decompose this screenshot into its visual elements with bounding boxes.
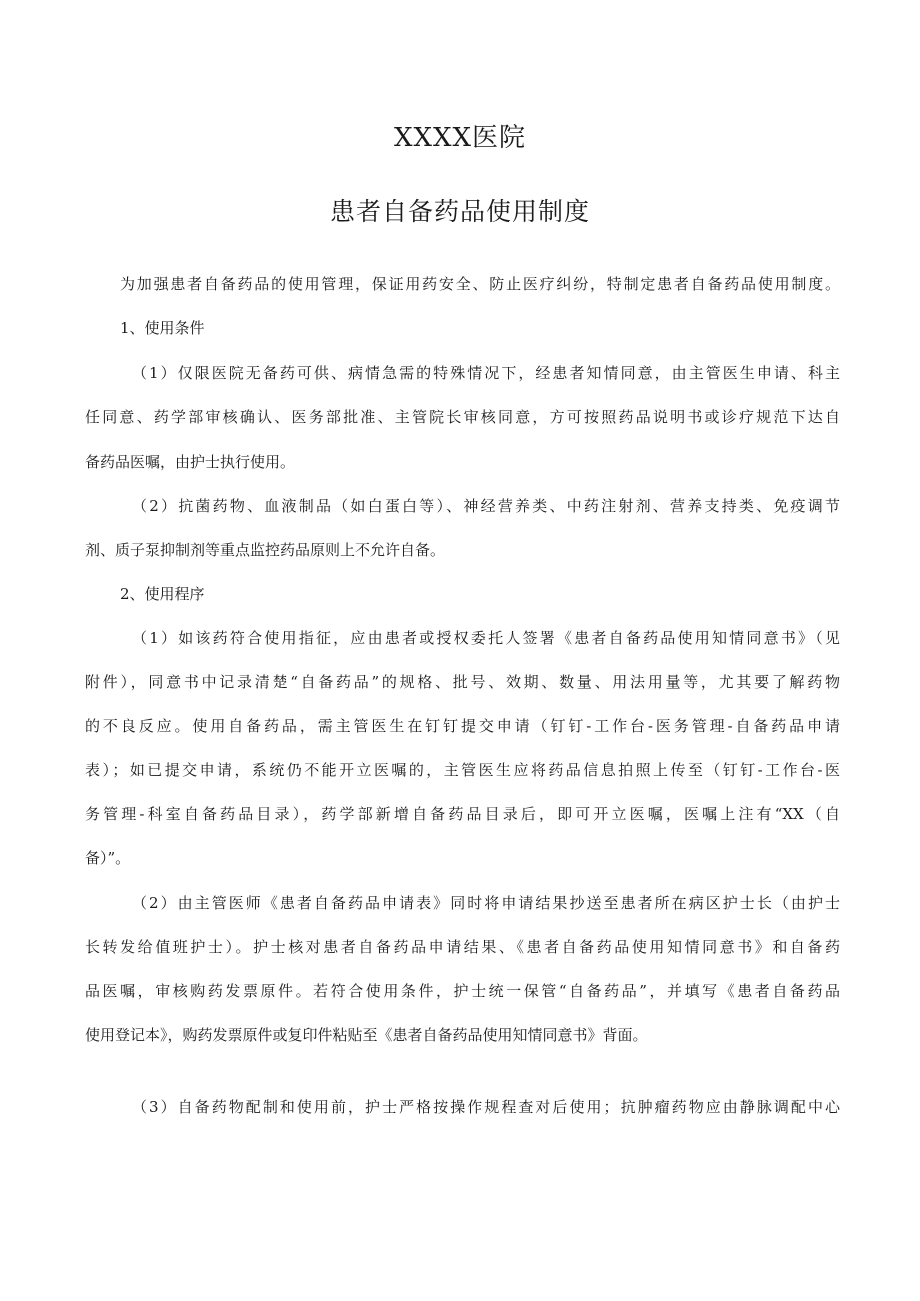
hospital-name: XXXX医院 — [393, 123, 527, 153]
section-2-para-2-line-4: 使用登记本》，购药发票原件或复印件粘贴至《患者自备药品使用知情同意书》背面。 — [85, 1026, 648, 1044]
section-2-para-1-line-5: 务管理-科室自备药品目录），药学部新增自备药品目录后，即可开立医嘱，医嘱上注有“XX（自 — [85, 805, 840, 823]
section-2-para-2-line-1: （2）由主管医师《患者自备药品申请表》同时将申请结果抄送至患者所在病区护士长（由护士 — [132, 894, 840, 912]
section-1-para-1-line-3: 备药品医嘱，由护士执行使用。 — [85, 453, 296, 471]
section-2-para-3-line-1: （3）自备药物配制和使用前，护士严格按操作规程查对后使用；抗肿瘤药物应由静脉调配中心 — [132, 1098, 840, 1116]
section-2-para-1-line-1: （1）如该药符合使用指征，应由患者或授权委托人签署《患者自备药品使用知情同意书》（见 — [132, 629, 840, 647]
section-2-para-1-line-4: 表）；如已提交申请，系统仍不能开立医嘱的，主管医生应将药品信息拍照上传至（钉钉-工作台-医 — [85, 761, 840, 779]
section-1-heading: 1、使用条件 — [120, 319, 205, 337]
section-2-para-1-line-6: 备）”。 — [85, 849, 131, 867]
document-title: 患者自备药品使用制度 — [329, 197, 590, 226]
intro-paragraph: 为加强患者自备药品的使用管理，保证用药安全、防止医疗纠纷，特制定患者自备药品使用制度。 — [120, 275, 840, 293]
section-1-para-1-line-1: （1）仅限医院无备药可供、病情急需的特殊情况下，经患者知情同意，由主管医生申请、科主 — [132, 364, 840, 382]
section-1-para-2-line-1: （2）抗菌药物、血液制品（如白蛋白等）、神经营养类、中药注射剂、营养支持类、免疫调节 — [132, 497, 840, 515]
section-2-para-2-line-3: 品医嘱，审核购药发票原件。若符合使用条件，护士统一保管“自备药品”，并填写《患者自备药品 — [85, 982, 840, 1000]
section-2-para-1-line-3: 的不良反应。使用自备药品，需主管医生在钉钉提交申请（钉钉-工作台-医务管理-自备药品申请 — [85, 717, 840, 735]
section-2-para-2-line-2: 长转发给值班护士）。护士核对患者自备药品申请结果、《患者自备药品使用知情同意书》和自备药 — [85, 938, 840, 956]
section-2-para-1-line-2: 附件），同意书中记录清楚“自备药品”的规格、批号、效期、数量、用法用量等，尤其要了解药物 — [85, 673, 840, 691]
section-1-para-1-line-2: 任同意、药学部审核确认、医务部批准、主管院长审核同意，方可按照药品说明书或诊疗规范下达自 — [85, 408, 840, 426]
section-2-heading: 2、使用程序 — [120, 585, 205, 603]
section-1-para-2-line-2: 剂、质子泵抑制剂等重点监控药品原则上不允许自备。 — [85, 541, 446, 559]
